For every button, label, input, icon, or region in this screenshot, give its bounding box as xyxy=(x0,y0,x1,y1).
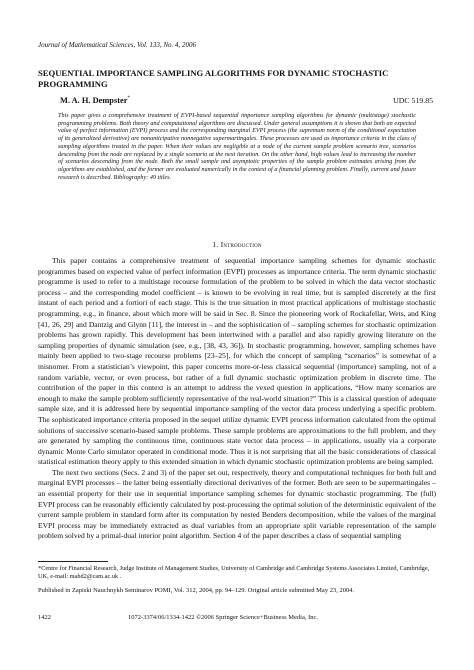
paragraph: This paper contains a comprehensive treatment of sequential importance sampling schemes for dynamic stochastic programmes based on expected value of perfect information (EVPI) processes as importance criteria. The term dynamic stochastic programme is used to refer to a multistage recourse formulation of the problem to be solved in which the data vector stochastic process – and the corresponding model coefficient – is known to be evolving in real time, but is sampled discretely at the first instant of each period and a fortiori of each stage. This is the true situation in most practical applications of multistage stochastic programming, e.g., in finance, about which more will be said in Sec. 8. Since the pioneering work of Rockafellar, Wets, and King [41, 26, 29] and Dantzig and Glynn [11], the interest in – and the sophistication of – sampling schemes for stochastic optimization problems has grown rapidly. This development has been intertwined with a parallel and also rapidly growing literature on the sampling properties of dynamic simulation (see, e.g., [38, 43, 36]). In stochastic programming, however, sampling schemes have mainly been applied to two-stage recourse problems [23–25], for which the concept of sampling “scenarios” is somewhat of a misnomer. From a statistician’s viewpoint, this paper concerns more-or-less classical sequential (importance) sampling, not of a random variable, vector, or even process, but rather of a full dynamic stochastic optimization problem in discrete time. The contribution of the paper in this context is an attempt to address the vexed question in applications, “How many scenarios are enough to make the sample problem sufficiently representative of the real-world situation?” This is a classical question of adequate sample size, and it is addressed here by sequential importance sampling of the vector data process underlying a specific problem. The sophisticated importance criteria proposed in the sequel utilize dynamic EVPI process information calculated from the optimal solutions of successive scenario-based sample problems. These sample problems are approximations to the full problem, and they are generated by sampling the continuous time, continuous state vector data process – in applications, usually via a corporate dynamic Monte Carlo simulator operated in conditional mode. Thus it is not surprising that all the basic considerations of classical statistical estimation theory apply to this extended situation in which dynamic stochastic optimization problems are being sampled. xyxy=(38,256,436,467)
author-line xyxy=(60,96,130,105)
page-number: 1422 xyxy=(38,614,51,621)
section-heading: 1. Introduction xyxy=(212,240,262,249)
footnote: *Centre for Financial Research, Judge Institute of Management Studies, University of Cambridge and Cambridge Systems Associates Limited, Cambridge, UK, e-mail: mahd2@cam.ac.uk . xyxy=(38,565,430,580)
abstract: This paper gives a comprehensive treatment of EVPI-based sequential importance sampling algorithms for dynamic (multistage) stochastic programming problems. Both theory and computational algorithms are discussed. Under general assumptions it is shown that both an expected value of perfect information (EVPI) process and the corresponding marginal EVPI process (the supremum norm of the conditional expectation of its generalized derivative) are nonanticipative nonnegative supermartingales. These processes are used as importance criteria in the class of sampling algorithms treated in the paper. When their values are negligible at a node of the current sample problem scenario tree, scenarios descending from the node are replaced by a single scenario at the next iteration. On the other hand, high values lead to increasing the number of scenarios descending from the node. Both the small sample and asymptotic properties of the sample problem estimates arising from the algorithms are established, and the former are evaluated numerically in the context of a financial planning problem. Finally, current and future research is described. Bibliography: 49 titles. xyxy=(58,112,416,181)
copyright-line: 1072-3374/06/1334-1422 ©2006 Springer Science+Business Media, Inc. xyxy=(128,614,319,621)
footnote-rule xyxy=(38,561,108,562)
paragraph: The next two sections (Secs. 2 and 3) of the paper set out, respectively, theory and computational techniques for both full and marginal EVPI processes – the latter being essentially directional derivatives of the former. Both are seen to be supermartingales – an essential property for their use in sequential importance sampling schemes for dynamic stochastic programming. The (full) EVPI process can be reasonably efficiently calculated by post-processing the optimal solution of the deterministic equivalent of the current sample problem in standard form after its computation by nested Benders decomposition, while the values of the marginal EVPI process may be immediately extracted as dual variables from an appropriate split variable representation of the sample problem solved by a primal-dual interior point algorithm. Section 4 of the paper describes a class of sequential sampling xyxy=(38,467,436,541)
body-text xyxy=(38,256,436,542)
udc-code: UDC 519.85 xyxy=(393,96,433,105)
paper-title: SEQUENTIAL IMPORTANCE SAMPLING ALGORITHMS FOR DYNAMIC STOCHASTIC PROGRAMMING xyxy=(38,68,389,89)
journal-header: Journal of Mathematical Sciences, Vol. 133, No. 4, 2006 xyxy=(38,41,197,49)
publication-note: Published in Zapiski Nauchnykh Seminarov POMI, Vol. 312, 2004, pp. 94–129. Original article submitted May 23, 2004. xyxy=(38,587,355,594)
author-footnote-mark: * xyxy=(127,96,130,102)
author-name: M. A. H. Dempster xyxy=(60,96,128,105)
